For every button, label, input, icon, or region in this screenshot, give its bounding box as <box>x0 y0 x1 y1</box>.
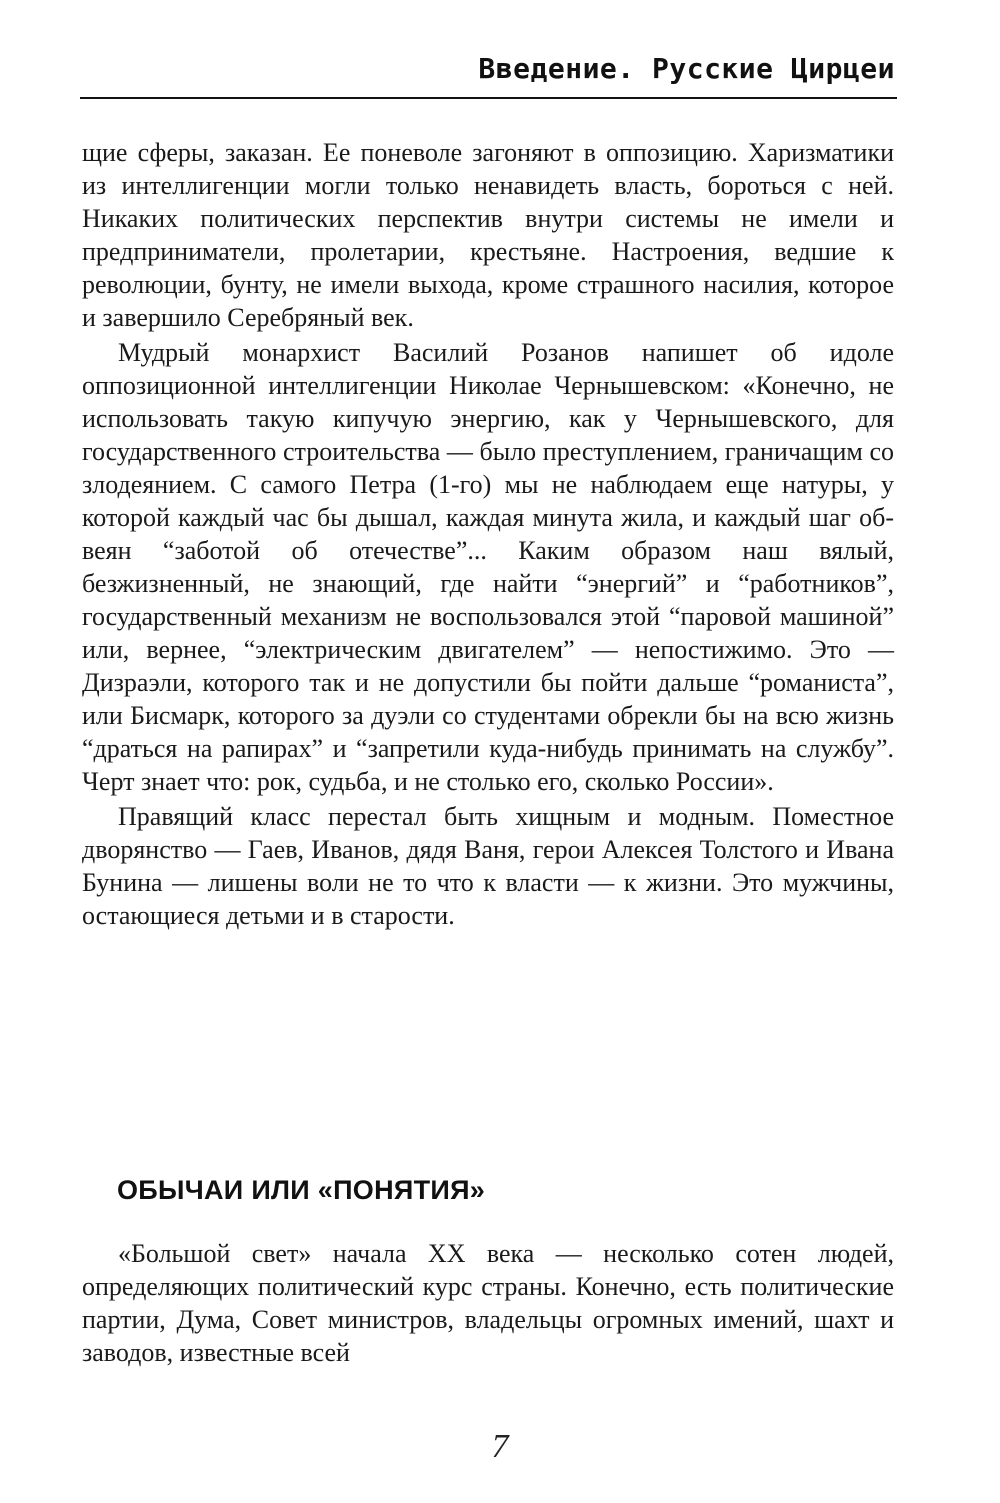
running-header: Введение. Русские Цирцеи <box>478 52 895 85</box>
section-paragraph: «Большой свет» начала XX века — несколько сотен людей, определяющих политический курс страны. Конечно, есть политические партии, Дума, Совет министров, владельцы огромных имений, шахт и заводов, известные всей <box>82 1239 894 1367</box>
header-rule <box>80 97 897 99</box>
paragraph-rozanov-quote: Мудрый монархист Василий Розанов напишет об идоле оппозиционной интеллигенции Николае Чернышевском: «Конечно, не использовать такую кипучую энергию, как у Чернышевского, для государственного строительства — было преступлением, граничащим со злодеянием. С самого Петра (1-го) мы не наблюдаем еще натуры, у которой каждый час бы дышал, каждая минута жила, и каждый шаг обвеян “заботой об отечестве”... Каким образом наш вялый, безжизненный, не знающий, где найти “энергий” и “работников”, государственный механизм не воспользовался этой “паровой машиной” или, вернее, “электрическим двигателем” — непостижимо. Это — Дизраэли, которого так и не допустили бы пойти дальше “романиста”, или Бисмарк, которого за дуэли со студентами обрекли бы на всю жизнь “драться на рапирах” и “запретили куда-нибудь принимать на службу”. Черт знает что: рок, судьба, и не столько его, сколько России». <box>82 338 894 796</box>
section-text-block <box>82 1237 894 1369</box>
paragraph-ruling-class: Правящий класс перестал быть хищным и модным. Поместное дворянство — Гаев, Иванов, дядя Ваня, герои Алексея Толстого и Ивана Бунина — лишены воли не то что к власти — к жизни. Это мужчины, остающиеся детьми и в старости. <box>82 802 894 930</box>
section-heading: ОБЫЧАИ ИЛИ «ПОНЯТИЯ» <box>117 1175 486 1205</box>
main-text-block <box>82 136 894 932</box>
page-number: 7 <box>491 1428 509 1465</box>
paragraph-continuation: щие сферы, заказан. Ее поневоле загоняют в оппозицию. Харизматики из интеллигенции могли только ненавидеть власть, бороться с ней. Никаких политических перспектив внутри системы не имели и предприниматели, пролетарии, крестьяне. Настроения, ведшие к революции, бунту, не имели выхода, кроме страшного насилия, которое и завершило Серебряный век. <box>82 138 894 332</box>
